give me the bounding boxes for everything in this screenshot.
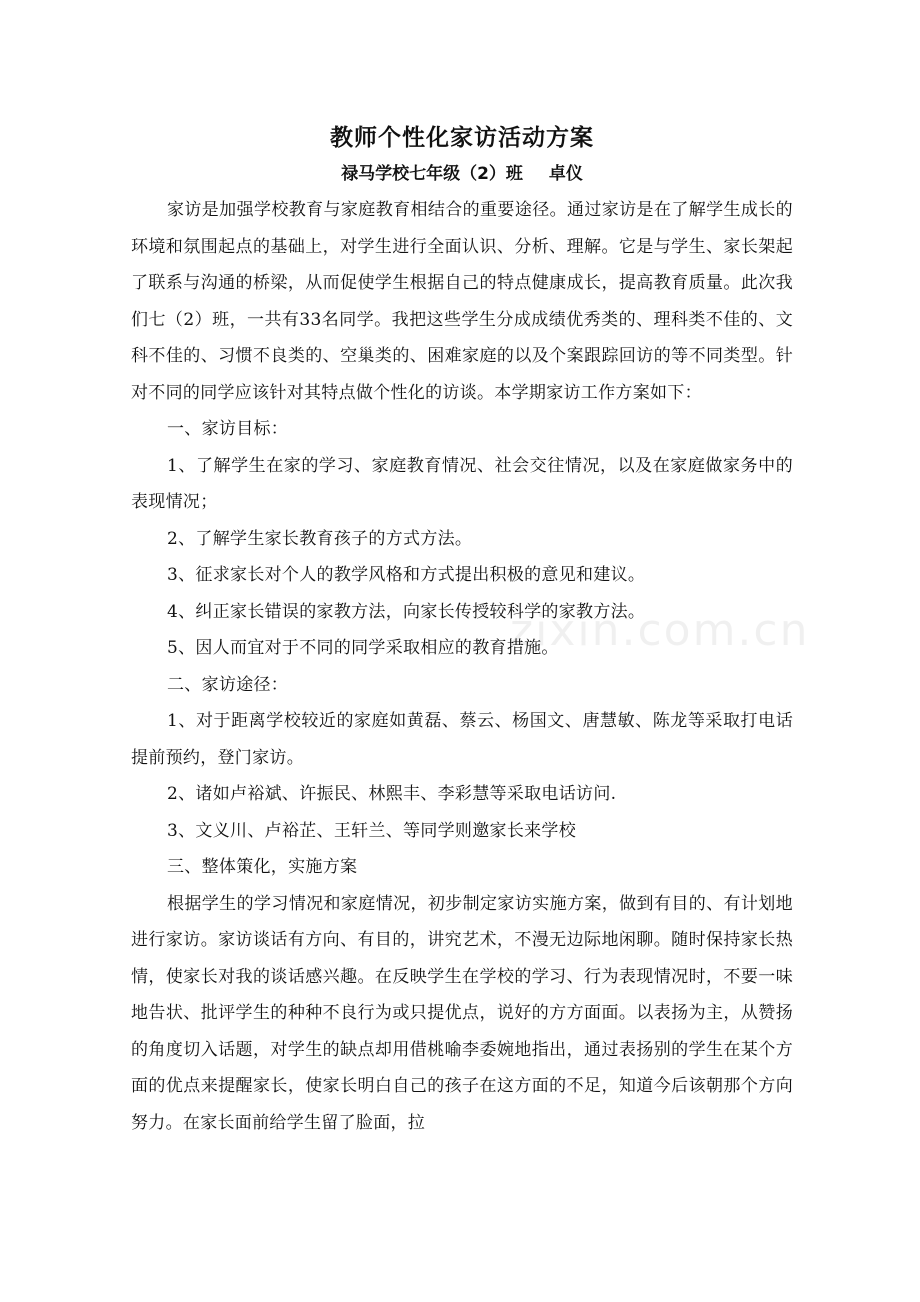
channel-item-3: 3、文义川、卢裕芷、王轩兰、等同学则邀家长来学校 bbox=[167, 820, 577, 841]
goal-item-2: 2、了解学生家长教育孩子的方式方法。 bbox=[167, 528, 473, 549]
document-title: 教师个性化家访活动方案 bbox=[330, 125, 594, 151]
document-subtitle bbox=[131, 158, 793, 190]
plan-paragraph: 根据学生的学习情况和家庭情况，初步制定家访实施方案，做到有目的、有计划地进行家访。家访谈话有方向、有目的，讲究艺术，不漫无边际地闲聊。随时保持家长热情，使家长对我的谈话感兴趣。在反映学生在学校的学习、行为表现情况时，不要一味地告状、批评学生的种种不良行为或只提优点，说好的方方面面。以表扬为主，从赞扬的角度切入话题，对学生的缺点却用借桃喻李委婉地指出，通过表扬别的学生在某个方面的优点来提醒家长，使家长明白自己的孩子在这方面的不足，知道今后该朝那个方向努力。在家长面前给学生留了脸面，拉 bbox=[131, 893, 793, 1133]
goal-item-3: 3、征求家长对个人的教学风格和方式提出积极的意见和建议。 bbox=[167, 565, 646, 585]
document-page bbox=[131, 118, 793, 1141]
watermark: zixin.com.cn bbox=[510, 605, 810, 656]
goal-item-4: 4、纠正家长错误的家教方法，向家长传授较科学的家教方法。 bbox=[167, 601, 646, 622]
section-heading-channels: 二、家访途径： bbox=[167, 674, 289, 695]
author-name: 卓仪 bbox=[548, 164, 583, 184]
intro-paragraph: 家访是加强学校教育与家庭教育相结合的重要途径。通过家访是在了解学生成长的环境和氛围起点的基础上，对学生进行全面认识、分析、理解。它是与学生、家长架起了联系与沟通的桥梁，从而促使学生根据自己的特点健康成长，提高教育质量。此次我们七（2）班，一共有33名同学。我把这些学生分成成绩优秀类的、理科类不佳的、文科不佳的、习惯不良类的、空巢类的、困难家庭的以及个案跟踪回访的等不同类型。针对不同的同学应该针对其特点做个性化的访谈。本学期家访工作方案如下： bbox=[131, 200, 793, 403]
goal-item-1: 1、了解学生在家的学习、家庭教育情况、社会交往情况，以及在家庭做家务中的表现情况； bbox=[131, 455, 793, 512]
channel-item-2: 2、诸如卢裕斌、许振民、林熙丰、李彩慧等采取电话访问. bbox=[167, 784, 617, 804]
section-heading-goals: 一、家访目标： bbox=[167, 419, 289, 439]
section-heading-plan: 三、整体策化，实施方案 bbox=[167, 857, 358, 877]
goal-item-5: 5、因人而宜对于不同的同学采取相应的教育措施。 bbox=[167, 638, 559, 658]
channel-item-1: 1、对于距离学校较近的家庭如黄磊、蔡云、杨国文、唐慧敏、陈龙等采取打电话提前预约，登门家访。 bbox=[131, 711, 793, 768]
school-class-label: 禄马学校七年级（2）班 bbox=[341, 164, 523, 184]
